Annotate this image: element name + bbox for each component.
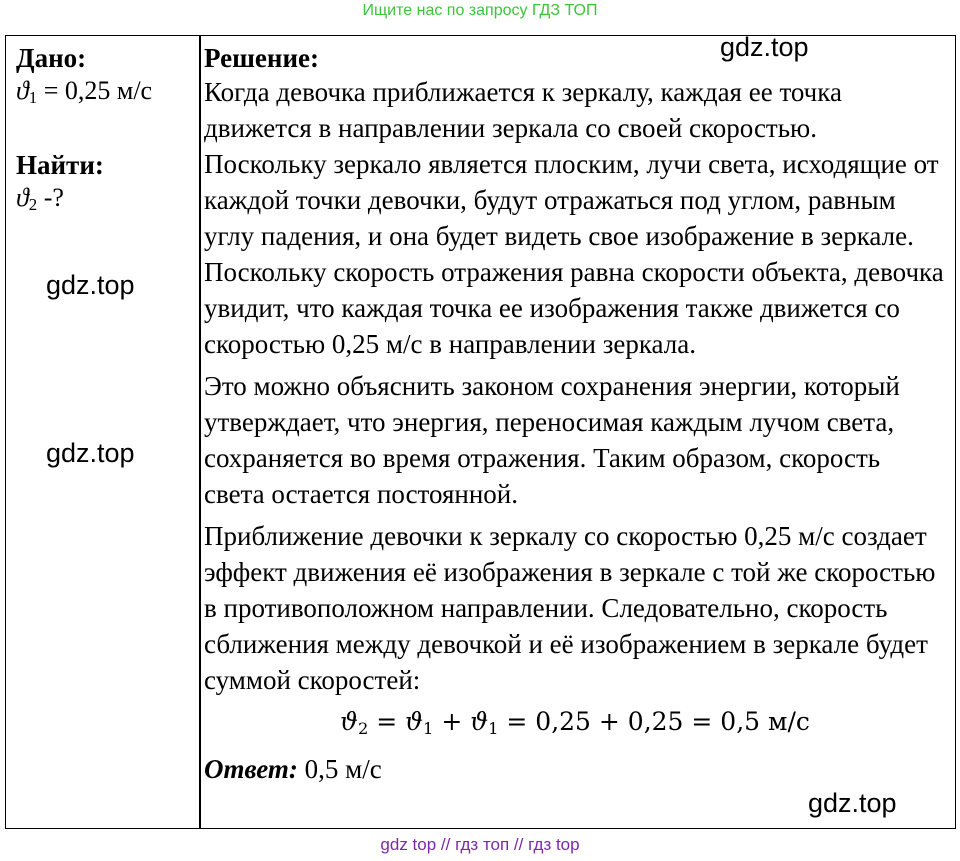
solution-column [204, 42, 946, 787]
watermark: gdz.top [720, 32, 809, 62]
watermark: gdz.top [46, 270, 135, 300]
given-column [16, 42, 194, 222]
watermark: gdz.top [46, 438, 135, 468]
top-banner: Ищите нас по запросу ГДЗ ТОП [362, 2, 598, 19]
solution-paragraph-2: Это можно объяснить законом сохранения энергии, который утверждает, что энергия, переносимая каждым лучом света, сохраняется во время отражения. Таким образом, скорость света остается постоянной. [204, 371, 900, 509]
given-heading: Дано: [16, 43, 87, 73]
formula: $ϑ_2 = ϑ_1 + ϑ_1 = 0,25 + 0,25 = 0,5$ м/с [340, 707, 810, 739]
task-table [5, 35, 956, 829]
find-heading: Найти: [16, 150, 104, 181]
column-divider [199, 36, 201, 828]
given-velocity: $ϑ_1 = 0,25$ м/с [16, 76, 153, 108]
bottom-banner: gdz top // гдз топ // гдз top [380, 835, 580, 854]
answer: Ответ: 0,5 м/с [204, 754, 382, 785]
solution-paragraph-1: Когда девочка приближается к зеркалу, каждая ее точка движется в направлении зеркала со своей скоростью. Поскольку зеркало является плоским, лучи света, исходящие от каждой точки девочки, будут отражаться под углом, равным углу падения, и она будет видеть свое изображение в зеркале. Поскольку скорость отражения равна скорости объекта, девочка увидит, что каждая точка ее изображения также движется со скоростью 0,25 м/с в направлении зеркала. [204, 77, 944, 359]
solution-paragraph-3: Приближение девочки к зеркалу со скоростью 0,25 м/с создает эффект движения её изображения в зеркале с той же скоростью в противоположном направлении. Следовательно, скорость сближения между девочкой и её изображением в зеркале будет суммой скоростей: [204, 521, 936, 695]
watermark: gdz.top [808, 788, 897, 818]
solution-heading: Решение: [204, 43, 319, 73]
find-velocity: $ϑ_2$ -? [16, 183, 64, 215]
